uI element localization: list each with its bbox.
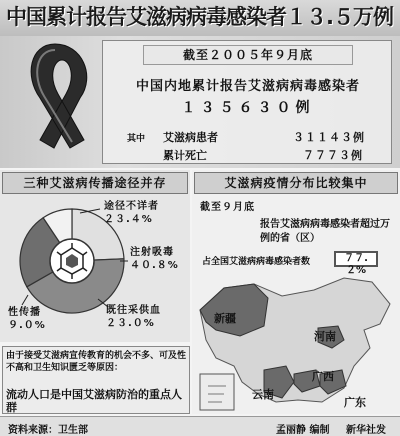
segment-label-unknown: 途径不详者 ２３.４% [104,201,159,225]
overview-date: 截至２００５年９月底 [143,45,353,65]
routes-header: 三种艾滋病传播途径并存 [2,172,188,194]
note-small-text: 由于接受艾滋病宣传教育的机会不多、可及性不高和卫生知识匮乏等原因： [6,351,187,373]
segment-label-sexual: 性传播 ９.０% [8,307,46,331]
province-label-henan: 河南 [314,330,336,343]
region-date: 截至９月底 [200,202,255,213]
region-share-value: ７７.２% [334,251,378,267]
south-china-sea-inset [200,374,234,410]
province-label-guangxi: 广西 [312,370,334,383]
red-ribbon-icon [0,36,110,168]
footer-source: 资料来源：卫生部 [8,425,88,436]
deaths-label: 累计死亡 [163,149,207,162]
province-label-guangdong: 广东 [344,396,366,409]
deaths-value: ７７７３例 [303,149,363,162]
headline: 中国累计报告艾滋病病毒感染者１３.５万例 [0,0,400,36]
footer-agency: 新华社发 [346,425,386,436]
footer-author: 孟丽静 编制 [276,425,330,436]
breakdown-label: 其中 [127,134,146,144]
china-map [194,270,400,414]
province-label-xinjiang: 新疆 [214,312,236,325]
region-share-label: 占全国艾滋病病毒感染者数 [202,257,311,267]
aids-patients-label: 艾滋病患者 [163,131,218,144]
overview-box [102,40,392,164]
overview-total: １３５６３０例 [181,100,315,116]
segment-label-blood: 既往采供血 ２３.０% [106,305,161,329]
segment-label-drug-injection: 注射吸毒 ４０.８% [130,247,179,271]
overview-title: 中国内地累计报告艾滋病病毒感染者 [135,79,360,94]
note-big-text: 流动人口是中国艾滋病防治的重点人群 [6,388,182,414]
region-description: 报告艾滋病病毒感染者超过万例的省（区） [260,219,390,244]
aids-patients-value: ３１１４３例 [293,131,365,144]
province-label-yunnan: 云南 [252,388,274,401]
region-header: 艾滋病疫情分布比较集中 [194,172,398,194]
